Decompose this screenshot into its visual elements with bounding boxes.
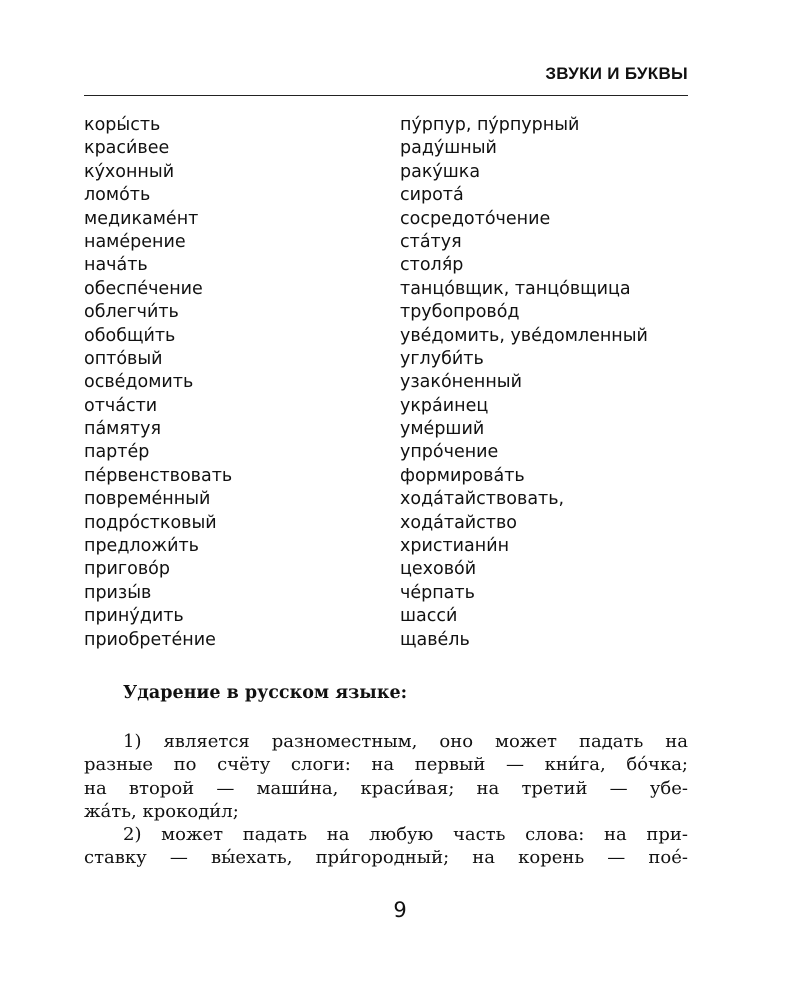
paragraph-line: 2) может падать на любую часть слова: на при-	[123, 824, 688, 846]
word-item: па́мятуя	[84, 419, 161, 440]
body-paragraphs	[84, 730, 688, 870]
word-item: христиани́н	[400, 536, 510, 557]
word-item: шасси́	[400, 606, 458, 627]
word-item: осве́домить	[84, 372, 194, 393]
paragraph-line: на второй — маши́на, краси́вая; на третий — убе-	[84, 777, 688, 799]
word-item: уве́домить, уве́домленный	[400, 325, 648, 346]
word-item: приобрете́ние	[84, 629, 216, 650]
word-item: уме́рший	[400, 419, 485, 440]
word-item: щаве́ль	[400, 629, 470, 650]
word-list-left-column	[84, 114, 232, 652]
word-item: пу́рпур, пу́рпурный	[400, 115, 580, 135]
word-item: формирова́ть	[400, 465, 525, 486]
word-item: отча́сти	[84, 395, 158, 416]
word-item: пригово́р	[84, 559, 170, 580]
word-item: че́рпать	[400, 582, 475, 603]
running-head: ЗВУКИ И БУКВЫ	[545, 64, 688, 83]
word-item: парте́р	[84, 442, 150, 463]
word-item: сосредото́чение	[400, 208, 551, 229]
word-item: подро́стковый	[84, 512, 217, 533]
word-item: призы́в	[84, 582, 152, 603]
word-item: обеспе́чение	[84, 278, 203, 299]
paragraph-line: 1) является разноместным, оно может падать на	[123, 731, 688, 752]
section-heading: Ударение в русском языке:	[123, 683, 408, 703]
word-item: облегчи́ть	[84, 302, 179, 323]
word-item: повреме́нный	[84, 489, 211, 510]
word-item: сирота́	[400, 185, 464, 206]
header-rule	[84, 95, 688, 96]
word-item: раду́шный	[400, 138, 497, 159]
word-item: раку́шка	[400, 161, 481, 182]
word-item: прину́дить	[84, 606, 184, 627]
word-item: хода́тайствовать,	[400, 489, 565, 510]
word-item: цехово́й	[400, 559, 477, 580]
word-item: столя́р	[400, 255, 464, 276]
word-item: опто́вый	[84, 348, 163, 369]
word-item: углуби́ть	[400, 348, 484, 369]
word-item: ломо́ть	[84, 185, 151, 206]
word-list-right-column	[400, 114, 648, 652]
word-item: узако́ненный	[400, 372, 522, 393]
word-item: трубопрово́д	[400, 302, 520, 323]
word-item: медикаме́нт	[84, 208, 199, 229]
word-item: коры́сть	[84, 115, 161, 135]
word-item: укра́инец	[400, 395, 489, 416]
paragraph-line: разные по счёту слоги: на первый — кни́га, бо́чка;	[84, 754, 688, 776]
word-item: хода́тайство	[400, 512, 518, 533]
word-item: нача́ть	[84, 255, 148, 276]
word-item: ста́туя	[400, 231, 462, 252]
word-item: предложи́ть	[84, 536, 199, 557]
word-item: пе́рвенствовать	[84, 465, 233, 486]
paragraph-line: ставку — вы́ехать, при́городный; на корень — пое́-	[84, 847, 688, 869]
word-item: танцо́вщик, танцо́вщица	[400, 278, 631, 299]
word-item: ку́хонный	[84, 161, 175, 182]
word-item: упро́чение	[400, 442, 499, 463]
word-item: наме́рение	[84, 231, 186, 252]
paragraph-line: жа́ть, крокоди́л;	[84, 800, 239, 822]
word-item: краси́вее	[84, 138, 170, 159]
page-number: 9	[393, 898, 407, 922]
word-item: обобщи́ть	[84, 325, 176, 346]
